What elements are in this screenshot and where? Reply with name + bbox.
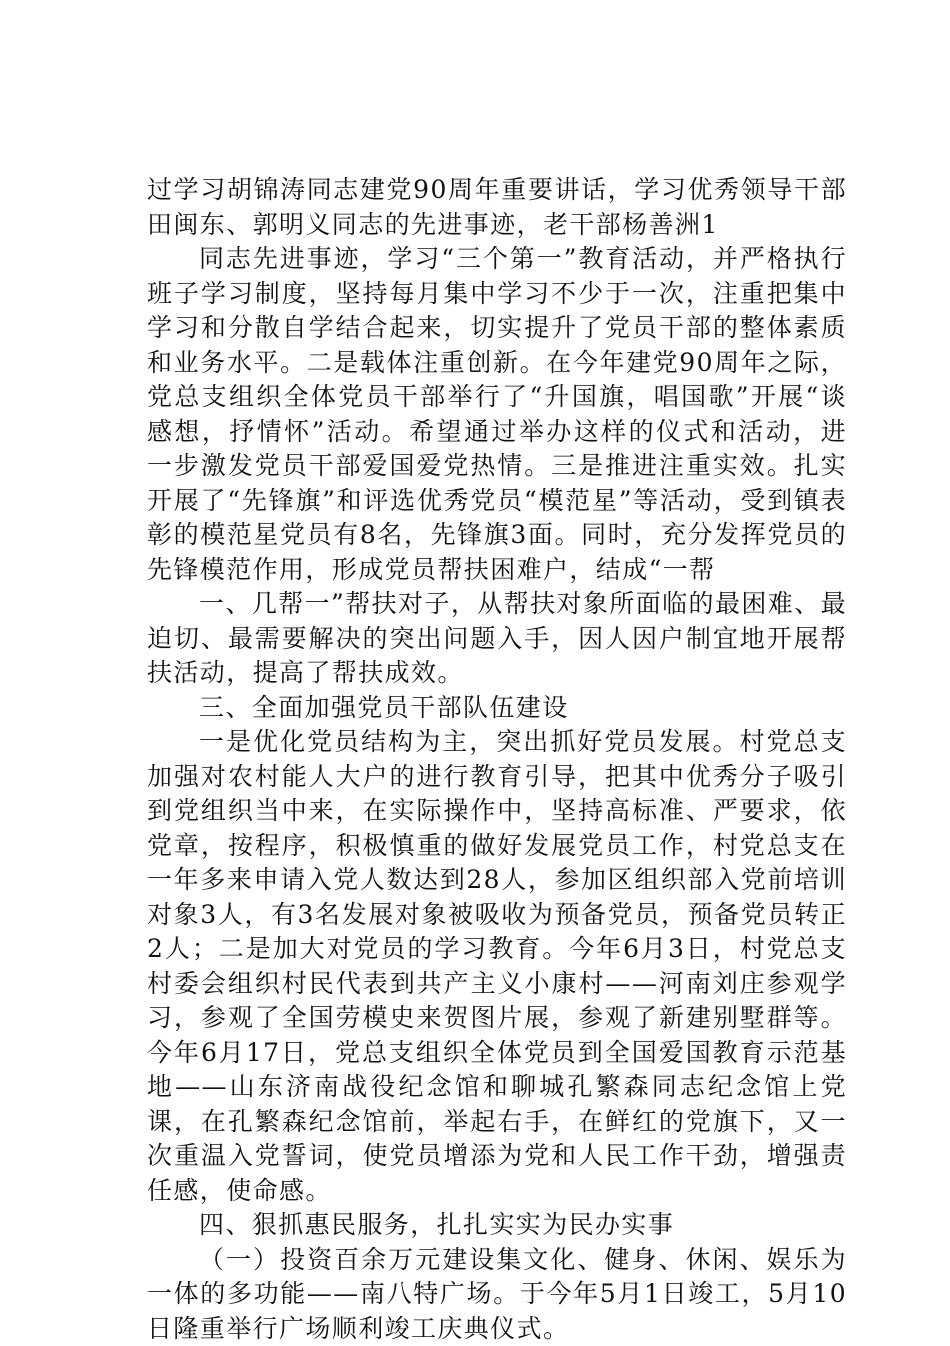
document-body [147, 173, 847, 1346]
section-heading-3: 三、全面加强党员干部队伍建设 [147, 691, 847, 726]
paragraph-2: 同志先进事迹，学习“三个第一”教育活动，并严格执行班子学习制度，坚持每月集中学习不少于一次，注重把集中学习和分散自学结合起来，切实提升了党员干部的整体素质和业务水平。二是载体注重创新。在今年建党90周年之际，党总支组织全体党员干部举行了“升国旗，唱国歌”开展“谈感想，抒情怀”活动。希望通过举办这样的仪式和活动，进一步激发党员干部爱国爱党热情。三是推进注重实效。扎实开展了“先锋旗”和评选优秀党员“模范星”等活动，受到镇表彰的模范星党员有8名，先锋旗3面。同时，充分发挥党员的先锋模范作用，形成党员帮扶困难户，结成“一帮 [147, 242, 847, 587]
paragraph-3: 一、几帮一”帮扶对子，从帮扶对象所面临的最困难、最迫切、最需要解决的突出问题入手，因人因户制宜地开展帮扶活动，提高了帮扶成效。 [147, 587, 847, 691]
section-heading-4: 四、狠抓惠民服务，扎扎实实为民办实事 [147, 1208, 847, 1243]
paragraph-7: （一）投资百余万元建设集文化、健身、休闲、娱乐为一体的多功能——南八特广场。于今年5月1日竣工，5月10日隆重举行广场顺利竣工庆典仪式。 [147, 1243, 847, 1346]
paragraph-1: 过学习胡锦涛同志建党90周年重要讲话，学习优秀领导干部田闽东、郭明义同志的先进事迹，老干部杨善洲1 [147, 173, 847, 242]
paragraph-5: 一是优化党员结构为主，突出抓好党员发展。村党总支加强对农村能人大户的进行教育引导，把其中优秀分子吸引到党组织当中来，在实际操作中，坚持高标准、严要求，依党章，按程序，积极慎重的做好发展党员工作，村党总支在一年多来申请入党人数达到28人，参加区组织部入党前培训对象3人，有3名发展对象被吸收为预备党员，预备党员转正2人；二是加大对党员的学习教育。今年6月3日，村党总支村委会组织村民代表到共产主义小康村——河南刘庄参观学习，参观了全国劳模史来贺图片展，参观了新建别墅群等。今年6月17日，党总支组织全体党员到全国爱国教育示范基地——山东济南战役纪念馆和聊城孔繁森同志纪念馆上党课，在孔繁森纪念馆前，举起右手，在鲜红的党旗下，又一次重温入党誓词，使党员增添为党和人民工作干劲，增强责任感，使命感。 [147, 725, 847, 1208]
